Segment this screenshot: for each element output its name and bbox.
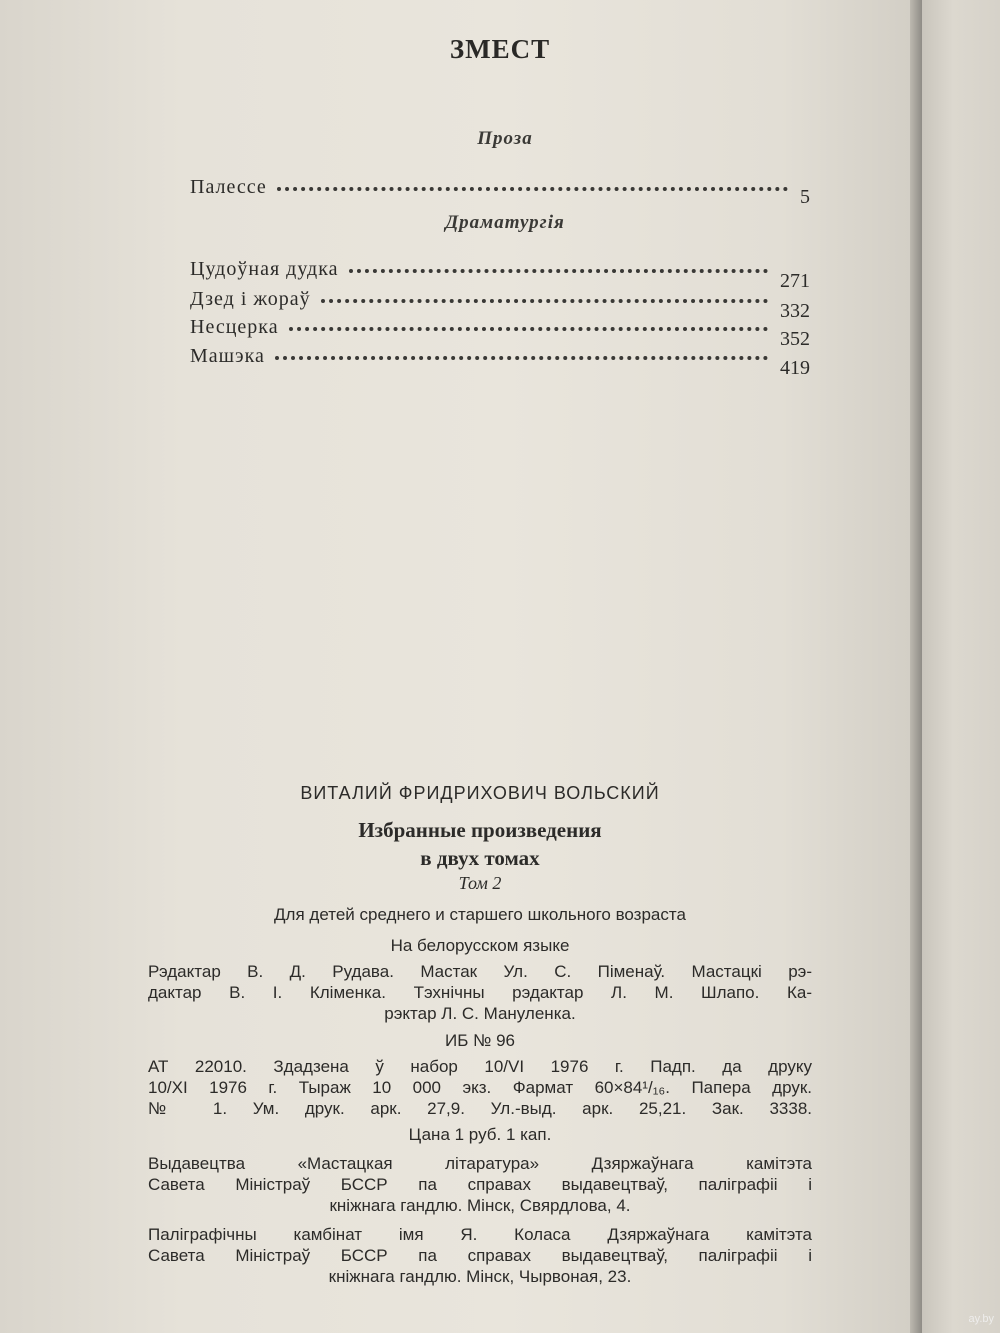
imprint-publisher-line: кніжнага гандлю. Мінск, Свярдлова, 4. [329, 1196, 631, 1215]
imprint-production-line: АТ 22010. Здадзена ў набор 10/VI 1976 г. Падп. да друку [148, 1057, 812, 1076]
imprint-price: Цана 1 руб. 1 кап. [408, 1125, 552, 1144]
imprint-author: ВИТАЛИЙ ФРИДРИХОВИЧ ВОЛЬСКИЙ [300, 783, 660, 803]
toc-entry-title: Дзед і жораў [190, 288, 311, 310]
imprint-ib-number: ИБ № 96 [445, 1031, 515, 1050]
imprint-title-line: в двух томах [420, 846, 540, 870]
toc-entry-page: 419 [780, 357, 810, 379]
toc-entry [190, 176, 810, 216]
imprint-printer [148, 1224, 812, 1287]
toc-entry [190, 288, 810, 322]
contents-heading: ЗМЕСТ [449, 34, 551, 64]
toc-leader-dots [275, 352, 768, 360]
toc-entry-title: Машэка [190, 345, 265, 367]
imprint-credits-line: рэктар Л. С. Мануленка. [384, 1004, 576, 1023]
imprint-printer-line: Паліграфічны камбінат імя Я. Коласа Дзяржаўнага камітэта [148, 1225, 812, 1244]
imprint-publisher-line: Савета Міністраў БССР па справах выдавецтваў, паліграфіі і [148, 1175, 812, 1194]
toc-entry-page: 5 [800, 186, 810, 208]
section-heading-prose: Проза [477, 128, 533, 149]
imprint-audience: Для детей среднего и старшего школьного возраста [274, 905, 686, 924]
imprint-publisher [148, 1153, 812, 1216]
toc-leader-dots [289, 323, 768, 331]
imprint-title [140, 816, 820, 872]
toc-leader-dots [321, 295, 768, 303]
site-watermark: ay.by [968, 1313, 994, 1325]
section-heading-drama: Драматургія [445, 212, 565, 233]
imprint-volume: Том 2 [458, 873, 502, 893]
imprint-credits [148, 961, 812, 1024]
imprint-language: На белорусском языке [390, 936, 570, 955]
imprint-production [148, 1056, 812, 1119]
imprint-production-line: № 1. Ум. друк. арк. 27,9. Ул.-выд. арк. 25,21. Зак. 3338. [148, 1099, 812, 1118]
imprint-printer-line: кніжнага гандлю. Мінск, Чырвоная, 23. [328, 1267, 632, 1286]
toc-entry-page: 271 [780, 270, 810, 292]
toc-entry-title: Цудоўная дудка [190, 258, 339, 280]
toc-entry-page: 352 [780, 328, 810, 350]
toc-entry-page: 332 [780, 300, 810, 322]
imprint-credits-line: Рэдактар В. Д. Рудава. Мастак Ул. С. Піменаў. Мастацкі рэ- [148, 962, 812, 981]
toc-leader-dots [277, 183, 788, 191]
toc-entry [190, 345, 810, 379]
imprint-publisher-line: Выдавецтва «Мастацкая літаратура» Дзяржаўнага камітэта [148, 1154, 812, 1173]
facing-page-edge [922, 0, 1000, 1333]
imprint-production-line: 10/XI 1976 г. Тыраж 10 000 экз. Фармат 60×84¹/₁₆. Папера друк. [148, 1078, 812, 1097]
toc-entry-title: Палессе [190, 176, 267, 198]
toc-entry [190, 258, 810, 292]
toc-entry [190, 316, 810, 350]
toc-entry-title: Несцерка [190, 316, 279, 338]
imprint-credits-line: дактар В. І. Кліменка. Тэхнічны рэдактар Л. М. Шлапо. Ка- [148, 983, 812, 1002]
imprint-title-line: Избранные произведения [358, 818, 602, 842]
imprint-printer-line: Савета Міністраў БССР па справах выдавецтваў, паліграфіі і [148, 1246, 812, 1265]
toc-leader-dots [349, 265, 768, 273]
book-gutter [910, 0, 922, 1333]
